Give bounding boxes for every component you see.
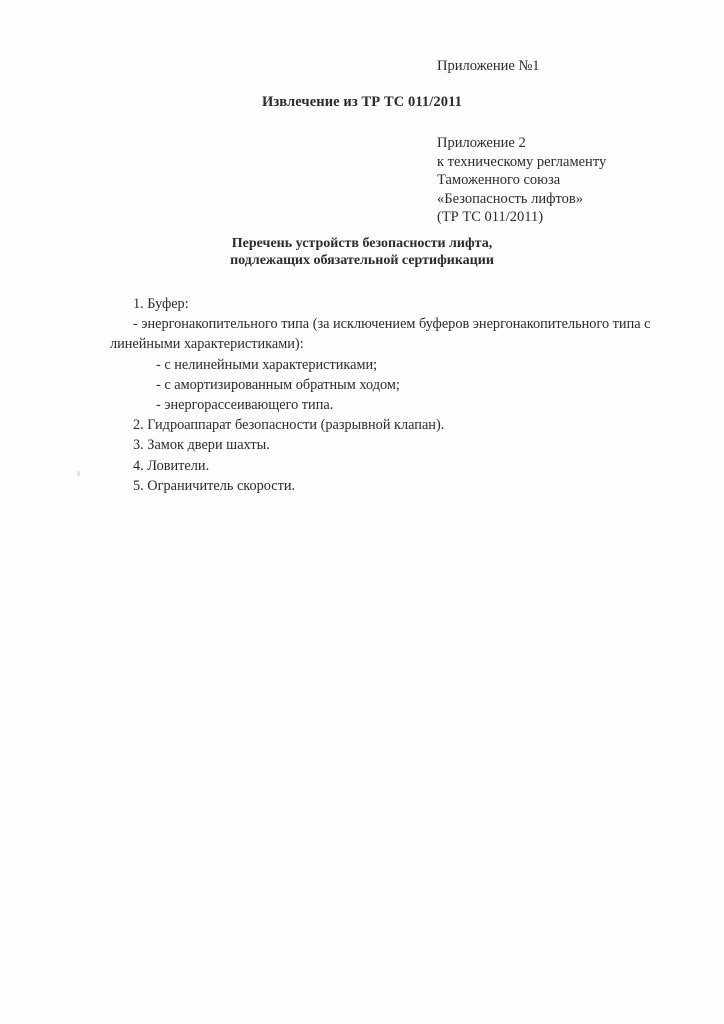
list-item: 1. Буфер:	[133, 296, 189, 312]
appendix-number: Приложение №1	[437, 58, 540, 74]
scan-artifact-speck	[77, 471, 80, 476]
page-title: Извлечение из ТР ТС 011/2011	[261, 94, 463, 110]
reference-line: «Безопасность лифтов»	[437, 190, 583, 207]
reference-line: Приложение 2	[437, 135, 526, 151]
list-item: 4. Ловители.	[133, 457, 210, 474]
list-item: - энергорассеивающего типа.	[156, 397, 334, 414]
reference-line: к техническому регламенту	[437, 153, 607, 170]
list-item: 5. Ограничитель скорости.	[133, 477, 296, 494]
list-item: - с нелинейными характеристиками;	[156, 356, 378, 373]
reference-block	[437, 134, 606, 227]
list-item: 3. Замок двери шахты.	[133, 437, 270, 454]
section-heading-line: Перечень устройств безопасности лифта,	[231, 236, 493, 251]
reference-line: Таможенного союза	[437, 172, 561, 188]
list-item: - энергонакопительного типа (за исключением буферов энергонакопительного типа с линейными характеристиками):	[110, 316, 651, 353]
list-item: - с амортизированным обратным ходом;	[156, 376, 400, 393]
section-heading	[0, 236, 724, 269]
section-heading-line: подлежащих обязательной сертификации	[230, 252, 494, 268]
reference-line: (ТР ТС 011/2011)	[437, 209, 544, 225]
list-item: 2. Гидроаппарат безопасности (разрывной клапан).	[133, 417, 445, 434]
safety-devices-list	[110, 294, 676, 496]
